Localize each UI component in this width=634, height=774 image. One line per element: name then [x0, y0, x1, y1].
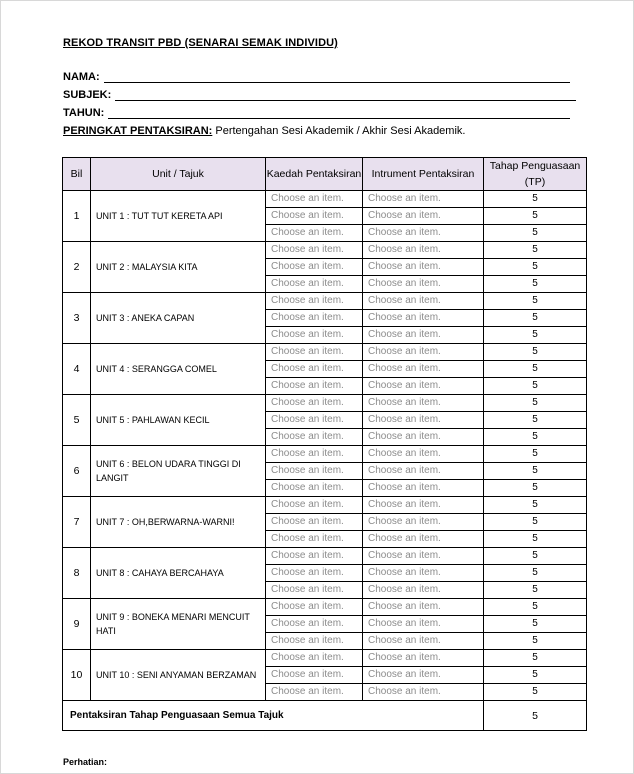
unit-number: 2 [63, 242, 91, 293]
table-body [63, 191, 587, 731]
table-row [63, 497, 587, 514]
header-bil: Bil [63, 158, 91, 191]
unit-title: UNIT 10 : SENI ANYAMAN BERZAMAN [91, 650, 266, 701]
field-nama-line[interactable] [104, 71, 570, 83]
field-subjek [63, 89, 576, 101]
instrument-dropdown[interactable]: Choose an item. [363, 446, 484, 463]
unit-number: 1 [63, 191, 91, 242]
kaedah-dropdown[interactable]: Choose an item. [266, 429, 363, 446]
kaedah-dropdown[interactable]: Choose an item. [266, 259, 363, 276]
kaedah-dropdown[interactable]: Choose an item. [266, 412, 363, 429]
instrument-dropdown[interactable]: Choose an item. [363, 633, 484, 650]
header-unit: Unit / Tajuk [91, 158, 266, 191]
unit-title: UNIT 3 : ANEKA CAPAN [91, 293, 266, 344]
instrument-dropdown[interactable]: Choose an item. [363, 548, 484, 565]
unit-title: UNIT 6 : BELON UDARA TINGGI DI LANGIT [91, 446, 266, 497]
unit-title: UNIT 2 : MALAYSIA KITA [91, 242, 266, 293]
summary-value[interactable]: 5 [484, 701, 587, 731]
assessment-level [63, 125, 465, 137]
tp-value[interactable]: 5 [484, 446, 587, 463]
instrument-dropdown[interactable]: Choose an item. [363, 361, 484, 378]
tp-value[interactable]: 5 [484, 191, 587, 208]
instrument-dropdown[interactable]: Choose an item. [363, 565, 484, 582]
tp-value[interactable]: 5 [484, 259, 587, 276]
instrument-dropdown[interactable]: Choose an item. [363, 429, 484, 446]
kaedah-dropdown[interactable]: Choose an item. [266, 191, 363, 208]
field-nama [63, 71, 570, 83]
tp-value[interactable]: 5 [484, 276, 587, 293]
instrument-dropdown[interactable]: Choose an item. [363, 310, 484, 327]
tp-value[interactable]: 5 [484, 208, 587, 225]
field-tahun-label: TAHUN: [63, 107, 105, 119]
instrument-dropdown[interactable]: Choose an item. [363, 395, 484, 412]
tp-value[interactable]: 5 [484, 463, 587, 480]
unit-title: UNIT 5 : PAHLAWAN KECIL [91, 395, 266, 446]
kaedah-dropdown[interactable]: Choose an item. [266, 293, 363, 310]
summary-label: Pentaksiran Tahap Penguasaan Semua Tajuk [63, 701, 484, 731]
tp-value[interactable]: 5 [484, 633, 587, 650]
instrument-dropdown[interactable]: Choose an item. [363, 208, 484, 225]
kaedah-dropdown[interactable]: Choose an item. [266, 242, 363, 259]
assessment-level-label: PERINGKAT PENTAKSIRAN: [63, 125, 213, 137]
header-instrument: Intrument Pentaksiran [363, 158, 484, 191]
kaedah-dropdown[interactable]: Choose an item. [266, 480, 363, 497]
kaedah-dropdown[interactable]: Choose an item. [266, 667, 363, 684]
table-row [63, 599, 587, 616]
kaedah-dropdown[interactable]: Choose an item. [266, 225, 363, 242]
instrument-dropdown[interactable]: Choose an item. [363, 259, 484, 276]
kaedah-dropdown[interactable]: Choose an item. [266, 684, 363, 701]
instrument-dropdown[interactable]: Choose an item. [363, 514, 484, 531]
unit-number: 8 [63, 548, 91, 599]
instrument-dropdown[interactable]: Choose an item. [363, 599, 484, 616]
kaedah-dropdown[interactable]: Choose an item. [266, 276, 363, 293]
kaedah-dropdown[interactable]: Choose an item. [266, 548, 363, 565]
tp-value[interactable]: 5 [484, 514, 587, 531]
tp-value[interactable]: 5 [484, 395, 587, 412]
table-row [63, 548, 587, 565]
kaedah-dropdown[interactable]: Choose an item. [266, 310, 363, 327]
instrument-dropdown[interactable]: Choose an item. [363, 327, 484, 344]
header-tahap: Tahap Penguasaan (TP) [484, 158, 587, 191]
kaedah-dropdown[interactable]: Choose an item. [266, 599, 363, 616]
tp-value[interactable]: 5 [484, 565, 587, 582]
tp-value[interactable]: 5 [484, 344, 587, 361]
tp-value[interactable]: 5 [484, 225, 587, 242]
kaedah-dropdown[interactable]: Choose an item. [266, 565, 363, 582]
document-title: REKOD TRANSIT PBD (SENARAI SEMAK INDIVIDU) [63, 37, 338, 49]
tp-value[interactable]: 5 [484, 378, 587, 395]
unit-number: 3 [63, 293, 91, 344]
unit-number: 5 [63, 395, 91, 446]
tp-value[interactable]: 5 [484, 242, 587, 259]
kaedah-dropdown[interactable]: Choose an item. [266, 395, 363, 412]
table-row [63, 242, 587, 259]
kaedah-dropdown[interactable]: Choose an item. [266, 514, 363, 531]
instrument-dropdown[interactable]: Choose an item. [363, 497, 484, 514]
kaedah-dropdown[interactable]: Choose an item. [266, 208, 363, 225]
tp-value[interactable]: 5 [484, 480, 587, 497]
unit-number: 10 [63, 650, 91, 701]
instrument-dropdown[interactable]: Choose an item. [363, 616, 484, 633]
instrument-dropdown[interactable]: Choose an item. [363, 531, 484, 548]
kaedah-dropdown[interactable]: Choose an item. [266, 361, 363, 378]
tp-value[interactable]: 5 [484, 327, 587, 344]
instrument-dropdown[interactable]: Choose an item. [363, 480, 484, 497]
unit-title: UNIT 9 : BONEKA MENARI MENCUIT HATI [91, 599, 266, 650]
instrument-dropdown[interactable]: Choose an item. [363, 463, 484, 480]
unit-number: 6 [63, 446, 91, 497]
kaedah-dropdown[interactable]: Choose an item. [266, 497, 363, 514]
table-row [63, 293, 587, 310]
header-kaedah: Kaedah Pentaksiran [266, 158, 363, 191]
tp-value[interactable]: 5 [484, 412, 587, 429]
tp-value[interactable]: 5 [484, 650, 587, 667]
instrument-dropdown[interactable]: Choose an item. [363, 225, 484, 242]
kaedah-dropdown[interactable]: Choose an item. [266, 616, 363, 633]
unit-title: UNIT 1 : TUT TUT KERETA API [91, 191, 266, 242]
assessment-level-value: Pertengahan Sesi Akademik / Akhir Sesi Akademik. [212, 125, 466, 137]
kaedah-dropdown[interactable]: Choose an item. [266, 327, 363, 344]
table-row [63, 446, 587, 463]
instrument-dropdown[interactable]: Choose an item. [363, 276, 484, 293]
instrument-dropdown[interactable]: Choose an item. [363, 684, 484, 701]
table-row [63, 344, 587, 361]
kaedah-dropdown[interactable]: Choose an item. [266, 446, 363, 463]
tp-value[interactable]: 5 [484, 548, 587, 565]
instrument-dropdown[interactable]: Choose an item. [363, 344, 484, 361]
kaedah-dropdown[interactable]: Choose an item. [266, 582, 363, 599]
instrument-dropdown[interactable]: Choose an item. [363, 650, 484, 667]
instrument-dropdown[interactable]: Choose an item. [363, 582, 484, 599]
instrument-dropdown[interactable]: Choose an item. [363, 412, 484, 429]
unit-title: UNIT 7 : OH,BERWARNA-WARNI! [91, 497, 266, 548]
table-row [63, 650, 587, 667]
kaedah-dropdown[interactable]: Choose an item. [266, 344, 363, 361]
field-subjek-label: SUBJEK: [63, 89, 112, 101]
record-table [62, 157, 587, 731]
unit-number: 9 [63, 599, 91, 650]
unit-number: 7 [63, 497, 91, 548]
field-tahun-line[interactable] [108, 107, 570, 119]
kaedah-dropdown[interactable]: Choose an item. [266, 650, 363, 667]
instrument-dropdown[interactable]: Choose an item. [363, 667, 484, 684]
tp-value[interactable]: 5 [484, 616, 587, 633]
tp-value[interactable]: 5 [484, 429, 587, 446]
field-nama-label: NAMA: [63, 71, 100, 83]
table-row [63, 395, 587, 412]
kaedah-dropdown[interactable]: Choose an item. [266, 463, 363, 480]
instrument-dropdown[interactable]: Choose an item. [363, 191, 484, 208]
table-row [63, 191, 587, 208]
summary-row [63, 701, 587, 731]
note-label: Perhatian: [63, 757, 108, 767]
table-header-row [63, 158, 587, 191]
unit-title: UNIT 4 : SERANGGA COMEL [91, 344, 266, 395]
kaedah-dropdown[interactable]: Choose an item. [266, 633, 363, 650]
kaedah-dropdown[interactable]: Choose an item. [266, 378, 363, 395]
tp-value[interactable]: 5 [484, 582, 587, 599]
instrument-dropdown[interactable]: Choose an item. [363, 293, 484, 310]
tp-value[interactable]: 5 [484, 599, 587, 616]
unit-number: 4 [63, 344, 91, 395]
instrument-dropdown[interactable]: Choose an item. [363, 378, 484, 395]
tp-value[interactable]: 5 [484, 310, 587, 327]
field-subjek-line[interactable] [115, 89, 576, 101]
field-tahun [63, 107, 570, 119]
tp-value[interactable]: 5 [484, 293, 587, 310]
kaedah-dropdown[interactable]: Choose an item. [266, 531, 363, 548]
tp-value[interactable]: 5 [484, 667, 587, 684]
tp-value[interactable]: 5 [484, 361, 587, 378]
unit-title: UNIT 8 : CAHAYA BERCAHAYA [91, 548, 266, 599]
tp-value[interactable]: 5 [484, 531, 587, 548]
tp-value[interactable]: 5 [484, 684, 587, 701]
instrument-dropdown[interactable]: Choose an item. [363, 242, 484, 259]
tp-value[interactable]: 5 [484, 497, 587, 514]
